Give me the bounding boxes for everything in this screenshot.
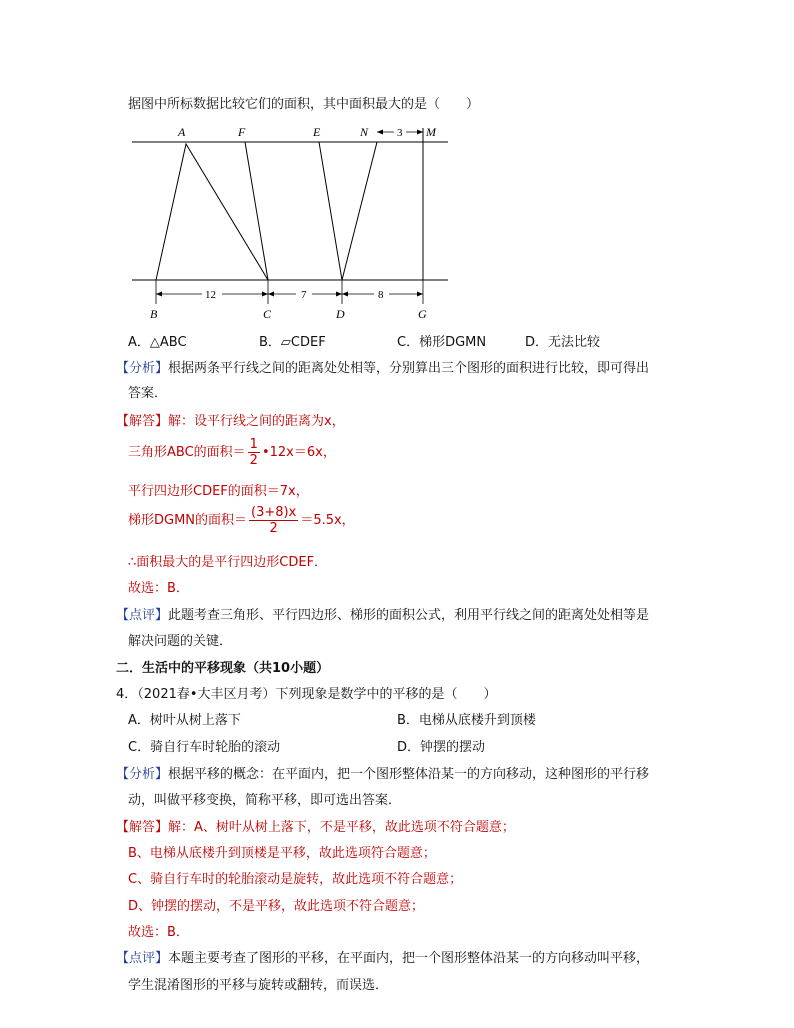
q4-comment: 【点评】本题主要考查了图形的平移，在平面内，把一个图形整体沿某一的方向移动叫平移， (116, 951, 650, 966)
label-b: B (150, 307, 158, 321)
section-title: 二．生活中的平移现象（共10小题） (116, 661, 330, 676)
q3-option-a: A．△ABC (128, 335, 187, 350)
q4-option-c: C．骑自行车时轮胎的滚动 (128, 740, 281, 755)
q3-trapezoid-area: 梯形DGMN的面积＝ $\frac{(3+8)x}{2}$ ＝5.5x， (128, 505, 355, 536)
q3-option-c: C．梯形DGMN (397, 335, 487, 350)
q4-option-b: B．电梯从底楼升到顶楼 (397, 713, 536, 728)
comment-tag: 【点评】 (116, 608, 169, 623)
dim-12: 12 (205, 289, 216, 301)
q3-analysis: 【分析】根据两条平行线之间的距离处处相等，分别算出三个图形的面积进行比较，即可得出 (116, 361, 650, 376)
dim-7: 7 (301, 289, 307, 301)
q3-stem: 据图中所标数据比较它们的面积，其中面积最大的是（ ） (128, 97, 480, 112)
q3-conclusion: ∴面积最大的是平行四边形CDEF． (128, 555, 328, 570)
label-c: C (263, 307, 272, 321)
label-g: G (418, 307, 427, 321)
label-m: M (426, 125, 436, 139)
q3-comment-cont: 解决问题的关键． (128, 634, 233, 649)
analysis-tag: 【分析】 (116, 361, 169, 376)
segment-dn (342, 142, 377, 280)
q3-option-d: D．无法比较 (525, 335, 601, 350)
q4-stem: 4．（2021春•大丰区月考）下列现象是数学中的平移的是（ ） (116, 687, 497, 702)
segment-de (319, 142, 342, 280)
q4-answer-b: B、电梯从底楼升到顶楼是平移，故此选项符合题意； (128, 846, 436, 861)
geometry-figure (120, 120, 460, 325)
q3-option-b: B．▱CDEF (259, 335, 326, 350)
q3-parallelogram-area: 平行四边形CDEF的面积＝7x， (128, 484, 309, 499)
dim-3: 3 (397, 127, 403, 139)
dim-8: 8 (378, 289, 384, 301)
answer-tag: 【解答】 (116, 820, 169, 835)
q4-option-d: D．钟摆的摆动 (397, 740, 486, 755)
label-e: E (313, 125, 321, 139)
q3-analysis-cont: 答案． (128, 386, 168, 401)
q4-option-a: A．树叶从树上落下 (128, 713, 241, 728)
triangle-abc (156, 144, 268, 280)
q3-triangle-area: 三角形ABC的面积＝ $\frac{1}{2}$ •12x＝6x， (128, 437, 336, 468)
answer-tag: 【解答】 (116, 414, 169, 429)
q4-answer-c: C、骑自行车时的轮胎滚动是旋转，故此选项不符合题意； (128, 872, 463, 887)
q4-analysis: 【分析】根据平移的概念：在平面内，把一个图形整体沿某一的方向移动，这种图形的平行移 (116, 767, 650, 782)
label-a: A (178, 125, 186, 139)
label-f: F (238, 125, 246, 139)
q4-choose: 故选：B． (128, 925, 189, 940)
q3-comment: 【点评】此题考查三角形、平行四边形、梯形的面积公式，利用平行线之间的距离处处相等是 (116, 608, 650, 623)
label-d: D (336, 307, 345, 321)
q3-answer: 【解答】解：设平行线之间的距离为x， (116, 414, 345, 429)
label-n: N (360, 125, 369, 139)
q3-choose: 故选：B． (128, 581, 189, 596)
comment-tag: 【点评】 (116, 951, 169, 966)
q4-comment-cont: 学生混淆图形的平移与旋转或翻转，而误选． (128, 978, 389, 993)
analysis-tag: 【分析】 (116, 767, 169, 782)
q4-answer: 【解答】解：A、树叶从树上落下，不是平移，故此选项不符合题意； (116, 820, 515, 835)
segment-cf (245, 142, 268, 280)
q4-analysis-cont: 动，叫做平移变换，简称平移，即可选出答案． (128, 793, 402, 808)
q4-answer-d: D、钟摆的摆动，不是平移，故此选项不符合题意； (128, 899, 425, 914)
